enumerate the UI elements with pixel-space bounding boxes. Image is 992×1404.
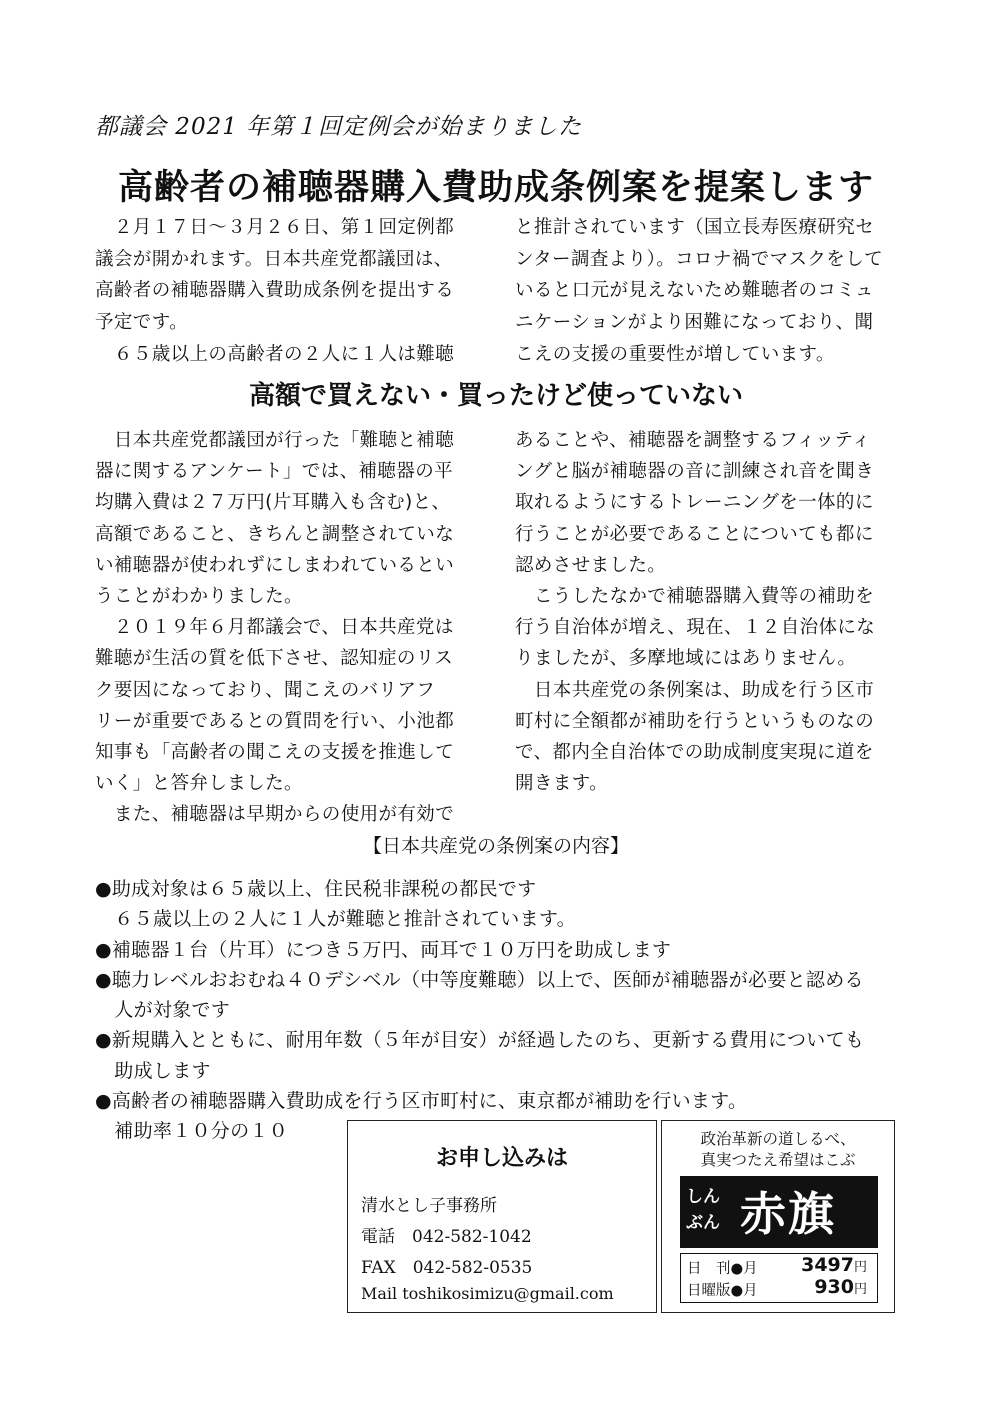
- text-line: 難聴が生活の質を低下させ、認知症のリス: [95, 648, 454, 670]
- proposal-list: [95, 874, 915, 1147]
- ad-slogan-line: 政治革新の道しるべ、: [700, 1130, 856, 1148]
- text-line: 高齢者の補聴器購入費助成条例を提出する: [95, 280, 455, 302]
- text-line: 認めさせました。: [515, 554, 667, 576]
- text-line: いると口元が見えないため難聴者のコミュ: [515, 280, 874, 302]
- contact-mail[interactable]: Mail toshikosimizu@gmail.com: [361, 1284, 614, 1303]
- text-line: 行う自治体が増え、現在、１２自治体にな: [515, 617, 876, 639]
- text-line: ク要因になっており、聞こえのバリアフ: [95, 679, 436, 701]
- list-item: ６５歳以上の２人に１人が難聴と推計されています。: [95, 908, 576, 931]
- list-item: 補助率１０分の１０: [95, 1120, 289, 1143]
- text-line: 行うことが必要であることについても都に: [515, 523, 874, 545]
- sunday-price-value: 930: [814, 1276, 854, 1298]
- kicker: 都議会 2021 年第１回定例会が始まりました: [95, 114, 583, 140]
- section1-right-column: [515, 212, 890, 370]
- text-line: ンター調査より）。コロナ禍でマスクをして: [515, 248, 884, 270]
- daily-price: [801, 1254, 867, 1276]
- proposal-section-title: 【日本共産党の条例案の内容】: [362, 835, 629, 857]
- section1-left-column: [95, 212, 470, 370]
- list-item: 人が対象です: [95, 999, 231, 1022]
- text-line: 均購入費は２７万円(片耳購入も含む)と、: [95, 492, 451, 514]
- text-line: あることや、補聴器を調整するフィッティ: [515, 430, 871, 451]
- text-line: 日本共産党都議団が行った「難聴と補聴: [95, 430, 455, 451]
- list-item: ●補聴器１台（片耳）につき５万円、両耳で１０万円を助成します: [95, 938, 672, 961]
- text-line: 高額であること、きちんと調整されていな: [95, 523, 455, 545]
- subheading: 高額で買えない・買ったけど使っていない: [248, 381, 743, 411]
- text-line: ニケーションがより困難になっており、聞: [515, 312, 874, 334]
- yen-unit: 円: [853, 1282, 867, 1297]
- text-line: 器に関するアンケート」では、補聴器の平: [95, 461, 453, 483]
- ad-logo-band: [680, 1176, 878, 1248]
- sunday-label: 日曜版●月: [687, 1283, 758, 1299]
- contact-tel: 電話 042-582-1042: [361, 1227, 532, 1247]
- text-line: 知事も「高齢者の聞こえの支援を推進して: [95, 741, 455, 763]
- contact-title: お申し込みは: [435, 1146, 568, 1171]
- text-line: 町村に全額都が補助を行うというものなの: [515, 710, 875, 732]
- list-item: ●高齢者の補聴器購入費助成を行う区市町村に、東京都が補助を行います。: [95, 1090, 748, 1113]
- text-line: りましたが、多摩地域にはありません。: [515, 648, 857, 670]
- text-line: こえの支援の重要性が増しています。: [515, 343, 835, 365]
- headline: 高齢者の補聴器購入費助成条例案を提案します: [117, 168, 874, 208]
- ad-logo-kana: [686, 1184, 726, 1236]
- text-line: ２０１９年６月都議会で、日本共産党は: [95, 617, 454, 639]
- ad-kana-line: しん: [686, 1187, 720, 1207]
- text-line: 取れるようにするトレーニングを一体的に: [515, 492, 874, 514]
- contact-office: 清水とし子事務所: [361, 1196, 497, 1216]
- ad-slogan-line: 真実つたえ希望はこぶ: [700, 1151, 856, 1169]
- text-line: と推計されています（国立長寿医療研究セ: [515, 217, 875, 238]
- daily-label: 日 刊●月: [687, 1261, 758, 1277]
- list-item: ●新規購入とともに、耐用年数（５年が目安）が経過したのち、更新する費用についても: [95, 1029, 865, 1052]
- list-item: 助成します: [95, 1059, 211, 1082]
- contact-fax: FAX 042-582-0535: [361, 1258, 533, 1278]
- text-line: 議会が開かれます。日本共産党都議団は、: [95, 248, 453, 270]
- ad-kana-line: ぶん: [686, 1213, 720, 1233]
- text-line: うことがわかりました。: [95, 585, 303, 607]
- contact-box: [347, 1120, 657, 1313]
- text-line: い補聴器が使われずにしまわれているとい: [95, 554, 455, 576]
- text-line: ングと脳が補聴器の音に訓練され音を聞き: [515, 461, 875, 483]
- text-line: ２月１７日～３月２６日、第１回定例都: [95, 217, 455, 238]
- sunday-price: [814, 1276, 867, 1298]
- text-line: 開きます。: [515, 773, 609, 795]
- akahata-ad: [661, 1120, 895, 1313]
- list-item: ●助成対象は６５歳以上、住民税非課税の都民です: [95, 878, 537, 900]
- list-item: ●聴力レベルおおむね４０デシベル（中等度難聴）以上で、医師が補聴器が必要と認める: [95, 968, 864, 991]
- section2-left-column: [95, 425, 470, 830]
- ad-slogan: [662, 1129, 894, 1171]
- ad-price-box: [680, 1253, 878, 1303]
- text-line: いく」と答弁しました。: [95, 773, 303, 795]
- text-line: こうしたなかで補聴器購入費等の補助を: [515, 585, 875, 607]
- section2-right-column: [515, 425, 890, 799]
- text-line: また、補聴器は早期からの使用が有効で: [95, 804, 455, 826]
- text-line: ６５歳以上の高齢者の２人に１人は難聴: [95, 343, 455, 365]
- text-line: リーが重要であるとの質問を行い、小池都: [95, 710, 455, 732]
- yen-unit: 円: [853, 1260, 867, 1275]
- text-line: 予定です。: [95, 312, 189, 334]
- ad-logo: 赤旗: [740, 1187, 836, 1241]
- text-line: 日本共産党の条例案は、助成を行う区市: [515, 679, 875, 701]
- text-line: で、都内全自治体での助成制度実現に道を: [515, 741, 874, 763]
- daily-price-value: 3497: [801, 1254, 854, 1276]
